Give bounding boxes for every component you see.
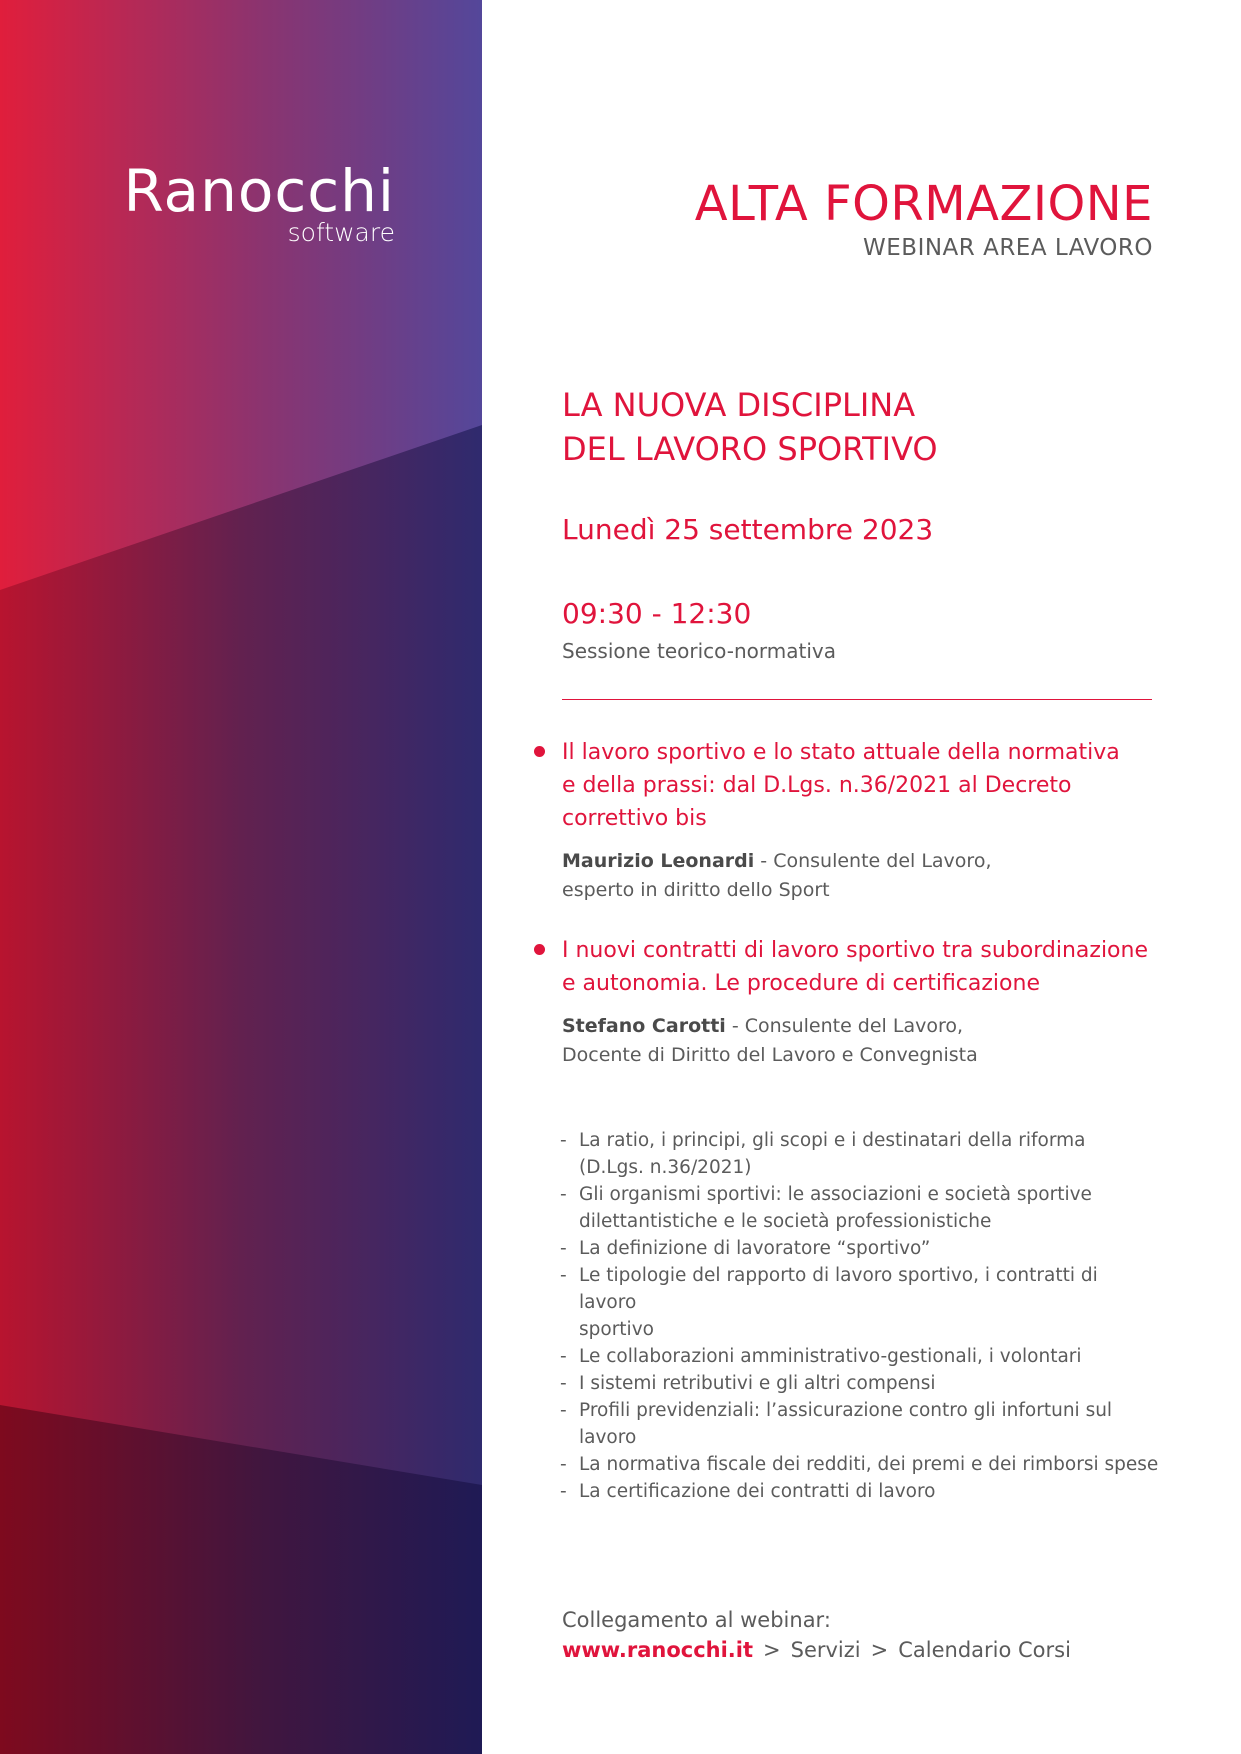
topic-item [562, 736, 1162, 905]
breadcrumb-calendario: Calendario Corsi [898, 1638, 1071, 1662]
topic-item [562, 934, 1162, 1070]
program-item-text: - Le tipologie del rapporto di lavoro sportivo, i contratti di lavoro [579, 1265, 1098, 1313]
speaker-name: Stefano Carotti [562, 1015, 726, 1037]
breadcrumb-servizi: Servizi [790, 1638, 861, 1662]
speaker-role: - Consulente del Lavoro, [725, 1015, 964, 1037]
program-item-text: - La normativa fiscale dei redditi, dei premi e dei rimborsi spese [579, 1454, 1159, 1475]
topic-title-line: Il lavoro sportivo e lo stato attuale della normativa [562, 740, 1120, 765]
topic-title-line: correttivo bis [562, 806, 707, 831]
program-item-text: sportivo [579, 1319, 654, 1340]
webinar-link-path [562, 1635, 1071, 1665]
breadcrumb-separator: > [870, 1638, 889, 1662]
program-item-text: - Gli organismi sportivi: le associazioni e società sportive [579, 1184, 1092, 1205]
event-title [562, 383, 1162, 471]
program-item [560, 1397, 1160, 1451]
program-item [560, 1262, 1160, 1343]
topic-title-line: I nuovi contratti di lavoro sportivo tra subordinazione [562, 938, 1148, 963]
program-item [560, 1343, 1160, 1370]
event-time: 09:30 - 12:30 [562, 597, 752, 630]
program-item [560, 1127, 1160, 1181]
topic-title-line: e della prassi: dal D.Lgs. n.36/2021 al Decreto [562, 773, 1072, 798]
program-item [560, 1478, 1160, 1505]
program-list [560, 1127, 1160, 1505]
program-item [560, 1235, 1160, 1262]
speaker-role-detail: esperto in diritto dello Sport [562, 879, 830, 901]
program-item [560, 1181, 1160, 1235]
program-item-text: - La definizione di lavoratore “sportivo” [579, 1238, 931, 1259]
webinar-link-section [562, 1605, 1071, 1665]
bullet-icon [534, 746, 545, 757]
program-item-text: - La ratio, i principi, gli scopi e i destinatari della riforma [579, 1130, 1086, 1151]
speaker-info [562, 1012, 1162, 1070]
program-item-text: - I sistemi retributivi e gli altri compensi [579, 1373, 936, 1394]
logo-subtitle: software [287, 218, 395, 247]
event-title-line-2: DEL LAVORO SPORTIVO [562, 430, 938, 468]
program-item-text: (D.Lgs. n.36/2021) [579, 1157, 752, 1178]
breadcrumb-separator: > [763, 1638, 781, 1662]
ranocchi-logo [115, 157, 395, 247]
speaker-name: Maurizio Leonardi [562, 850, 755, 872]
topic-title [562, 736, 1162, 835]
website-link[interactable]: www.ranocchi.it [562, 1638, 753, 1662]
section-divider [562, 699, 1152, 700]
program-item-text: - Profili previdenziali: l’assicurazione contro gli infortuni sul lavoro [579, 1400, 1113, 1448]
logo-wordmark: Ranocchi [123, 157, 395, 225]
topic-title [562, 934, 1162, 1000]
topic-title-line: e autonomia. Le procedure di certificazione [562, 971, 1040, 996]
speaker-role: - Consulente del Lavoro, [754, 850, 992, 872]
event-date: Lunedì 25 settembre 2023 [562, 513, 934, 546]
program-item-text: dilettantistiche e le società professionistiche [579, 1211, 992, 1232]
program-item [560, 1370, 1160, 1397]
speaker-info [562, 847, 1162, 905]
event-title-line-1: LA NUOVA DISCIPLINA [562, 386, 916, 424]
decorative-side-panel [0, 0, 482, 1754]
program-item [560, 1451, 1160, 1478]
gradient-background [0, 0, 482, 1754]
page-header [695, 178, 1153, 262]
header-title: ALTA FORMAZIONE [694, 176, 1153, 232]
header-subtitle: WEBINAR AREA LAVORO [863, 235, 1153, 261]
program-item-text: - La certificazione dei contratti di lavoro [579, 1481, 936, 1502]
speaker-role-detail: Docente di Diritto del Lavoro e Convegnista [562, 1044, 978, 1066]
bullet-icon [534, 944, 545, 955]
webinar-link-label: Collegamento al webinar: [562, 1608, 831, 1632]
program-item-text: - Le collaborazioni amministrativo-gestionali, i volontari [579, 1346, 1082, 1367]
session-type: Sessione teorico-normativa [562, 639, 836, 663]
